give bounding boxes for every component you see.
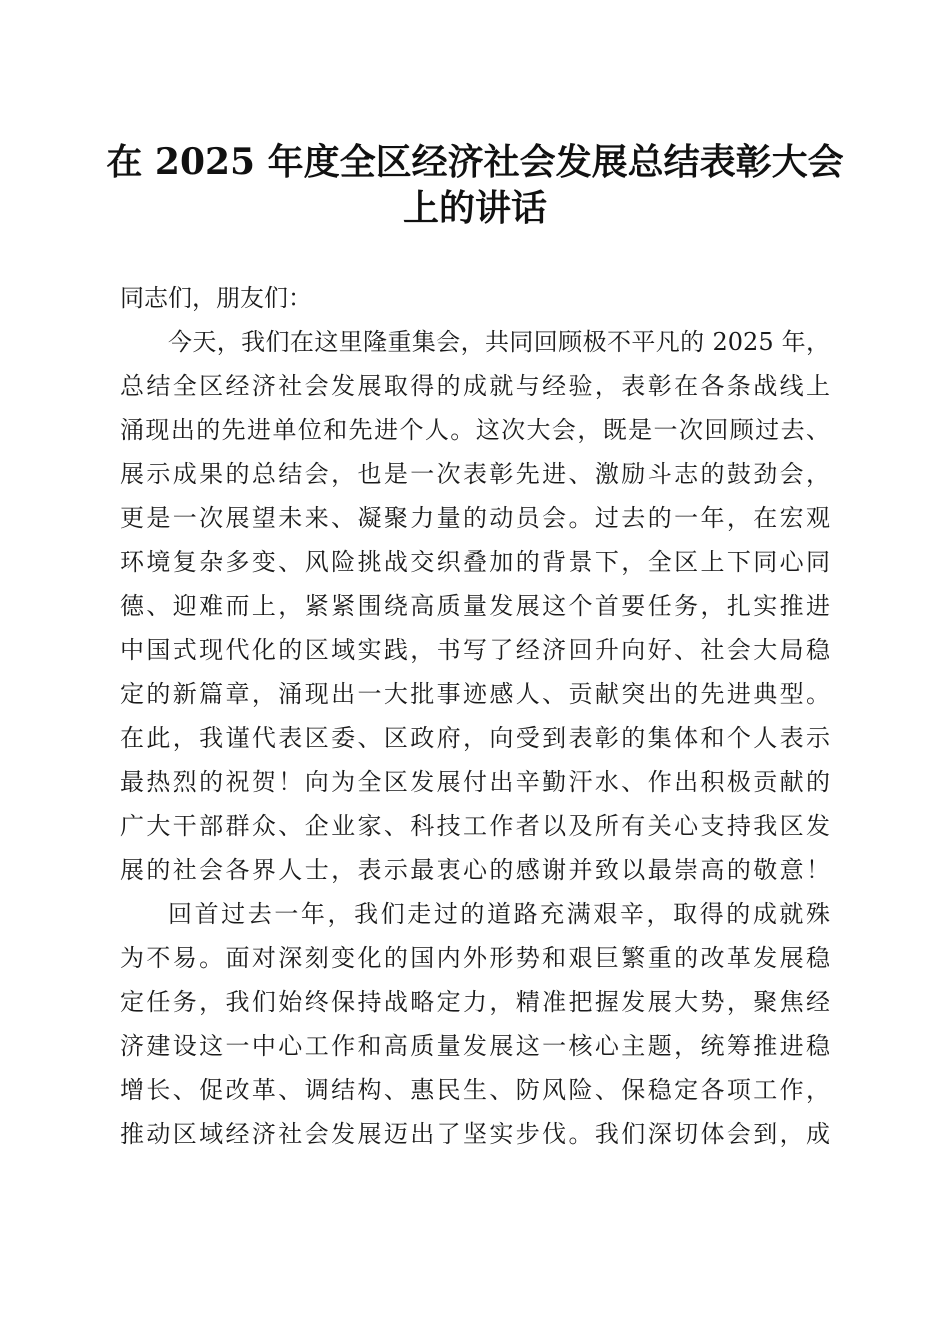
paragraph-line: 总结全区经济社会发展取得的成就与经验，表彰在各条战线上 (120, 372, 830, 400)
paragraph-line: 回首过去一年，我们走过的道路充满艰辛，取得的成就殊 (168, 900, 830, 928)
paragraph-line: 德、迎难而上，紧紧围绕高质量发展这个首要任务，扎实推进 (120, 592, 830, 620)
paragraph-line: 中国式现代化的区域实践，书写了经济回升向好、社会大局稳 (120, 636, 830, 664)
paragraph-line: 今天，我们在这里隆重集会，共同回顾极不平凡的 2025 年， (168, 328, 830, 356)
paragraph-line: 济建设这一中心工作和高质量发展这一核心主题，统筹推进稳 (120, 1032, 830, 1060)
paragraph-line: 定的新篇章，涌现出一大批事迹感人、贡献突出的先进典型。 (120, 680, 830, 708)
paragraph-line: 最热烈的祝贺！向为全区发展付出辛勤汗水、作出积极贡献的 (120, 768, 830, 796)
paragraph-line: 展示成果的总结会，也是一次表彰先进、激励斗志的鼓劲会， (120, 460, 830, 488)
paragraph-line: 广大干部群众、企业家、科技工作者以及所有关心支持我区发 (120, 812, 830, 840)
paragraph-line: 在此，我谨代表区委、区政府，向受到表彰的集体和个人表示 (120, 724, 830, 752)
paragraph-line: 为不易。面对深刻变化的国内外形势和艰巨繁重的改革发展稳 (120, 944, 830, 972)
paragraph-line: 定任务，我们始终保持战略定力，精准把握发展大势，聚焦经 (120, 988, 830, 1016)
document-title-line-1: 在 2025 年度全区经济社会发展总结表彰大会 (106, 141, 844, 183)
document-title-line-2: 上的讲话 (402, 187, 547, 229)
salutation: 同志们，朋友们： (120, 284, 312, 312)
paragraph-line: 展的社会各界人士，表示最衷心的感谢并致以最崇高的敬意！ (120, 856, 830, 884)
paragraph-line: 涌现出的先进单位和先进个人。这次大会，既是一次回顾过去、 (120, 416, 830, 444)
paragraph-line: 增长、促改革、调结构、惠民生、防风险、保稳定各项工作， (120, 1076, 830, 1104)
paragraph-line: 环境复杂多变、风险挑战交织叠加的背景下，全区上下同心同 (120, 548, 830, 576)
paragraph-line: 推动区域经济社会发展迈出了坚实步伐。我们深切体会到，成 (120, 1120, 830, 1148)
paragraph-line: 更是一次展望未来、凝聚力量的动员会。过去的一年，在宏观 (120, 504, 830, 532)
